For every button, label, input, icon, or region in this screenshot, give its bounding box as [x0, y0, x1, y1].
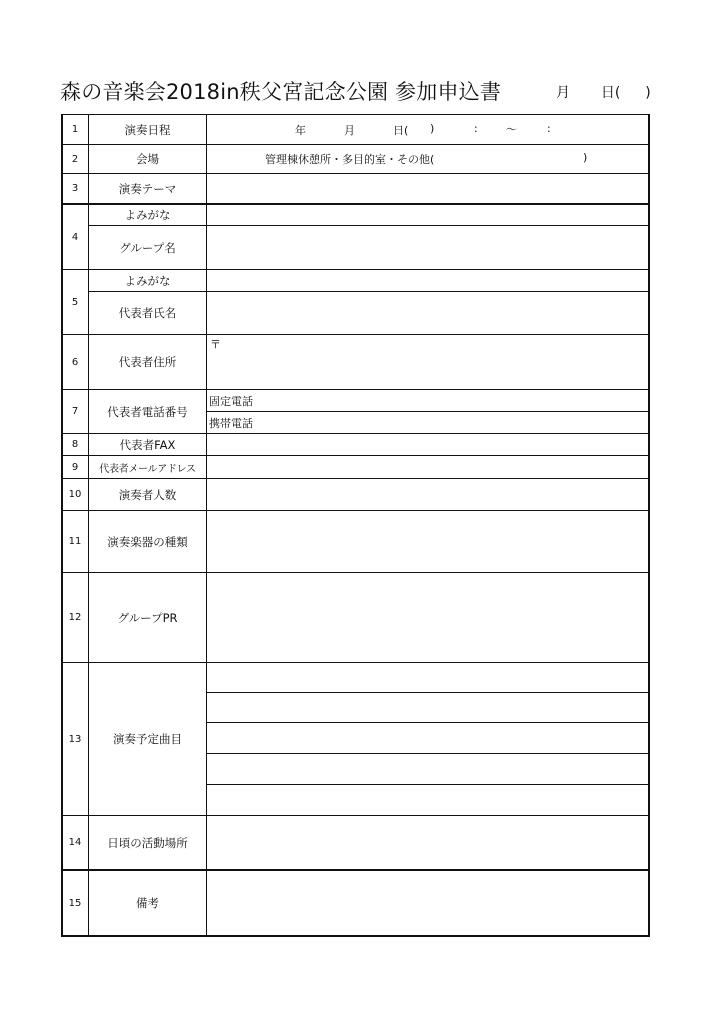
label-address: 代表者住所 — [118, 355, 177, 369]
schedule-start-colon: : — [474, 122, 478, 135]
schedule-end-colon: : — [547, 122, 551, 135]
song-line — [206, 722, 650, 723]
label-group-name: グループ名 — [119, 240, 176, 255]
label-schedule: 演奏日程 — [124, 122, 171, 137]
column-divider-label — [206, 114, 207, 937]
row-number: 1 — [71, 124, 79, 135]
song-line — [206, 753, 650, 754]
label-fax: 代表者FAX — [119, 437, 176, 452]
label-representative-kana: よみがな — [124, 273, 171, 288]
application-date-close: ) — [645, 85, 651, 101]
label-email: 代表者メールアドレス — [99, 463, 196, 475]
row-number: 4 — [71, 231, 79, 243]
label-instruments: 演奏楽器の種類 — [107, 534, 188, 549]
row-number: 2 — [71, 153, 79, 165]
postal-mark: 〒 — [210, 338, 221, 351]
label-venue: 会場 — [136, 152, 159, 166]
label-activity-place: 日頃の活動場所 — [107, 835, 188, 850]
venue-options-close: ) — [583, 151, 588, 164]
schedule-day: 日( — [393, 124, 409, 137]
form-border-bottom — [61, 935, 650, 937]
row-number: 12 — [68, 612, 82, 623]
row-number: 8 — [71, 439, 79, 450]
form-border-right — [648, 114, 650, 937]
row-number: 6 — [71, 356, 79, 368]
song-line — [206, 692, 650, 693]
label-remarks: 備考 — [136, 896, 159, 910]
landline-label: 固定電話 — [209, 395, 253, 408]
row-number: 15 — [68, 897, 82, 909]
row-number: 5 — [71, 296, 79, 308]
application-date-day: 日( — [600, 85, 621, 101]
row-number: 7 — [71, 406, 79, 417]
label-group-kana: よみがな — [124, 208, 171, 222]
schedule-tilde: 〜 — [506, 123, 517, 136]
row-number: 13 — [68, 733, 82, 745]
schedule-day-close: ) — [430, 122, 435, 135]
phone-divider — [206, 411, 650, 412]
row-number: 3 — [71, 183, 79, 194]
schedule-month: 月 — [344, 124, 355, 137]
label-phone: 代表者電話番号 — [107, 404, 188, 419]
label-representative-name: 代表者氏名 — [118, 306, 177, 320]
row-number: 14 — [68, 837, 82, 848]
label-group-pr: グループPR — [117, 610, 178, 625]
row-number: 11 — [68, 536, 82, 547]
application-date-month: 月 — [556, 85, 570, 101]
mobile-label: 携帯電話 — [209, 417, 253, 430]
row-number: 10 — [68, 489, 82, 500]
song-line — [206, 784, 650, 785]
page-title: 森の音楽会2018in秩父宮記念公園 参加申込書 — [60, 80, 502, 104]
label-songs: 演奏予定曲目 — [113, 732, 182, 746]
label-theme: 演奏テーマ — [118, 181, 177, 196]
venue-options: 管理棟休憩所・多目的室・その他( — [265, 153, 435, 166]
label-performer-count: 演奏者人数 — [118, 487, 177, 502]
row-number: 9 — [71, 461, 79, 473]
schedule-year: 年 — [295, 124, 306, 137]
